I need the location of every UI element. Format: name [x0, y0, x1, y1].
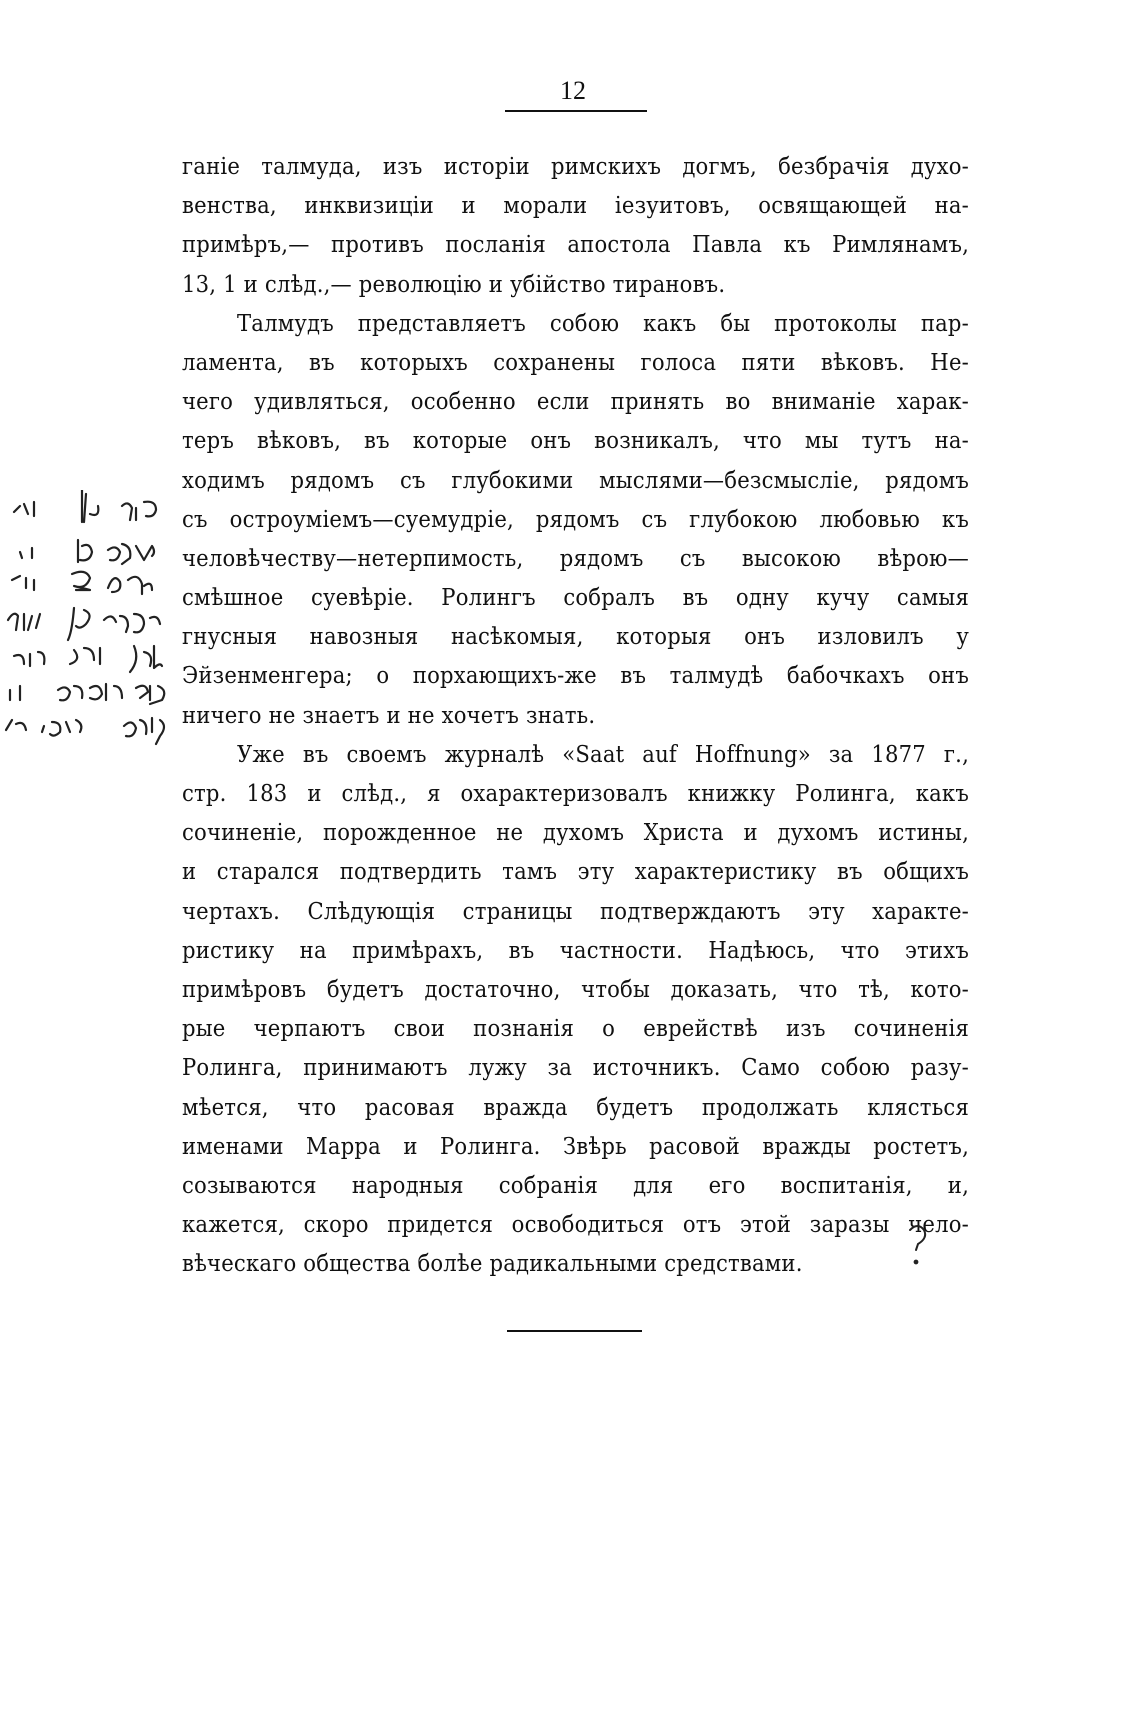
text-line: Эйзенменгера; о порхающихъ-же въ талмудѣ бабочкахъ онъ [182, 661, 969, 690]
text-line: человѣчеству—нетерпимость, рядомъ съ высокою вѣрою— [182, 543, 969, 572]
text-line: ходимъ рядомъ съ глубокими мыслями—безсмысліе, рядомъ [182, 465, 969, 494]
text-line: Ролинга, принимаютъ лужу за источникъ. Само собою разу- [182, 1053, 969, 1082]
end-rule [507, 1330, 642, 1332]
text-line: съ остроуміемъ—суемудріе, рядомъ съ глубокою любовью къ [182, 504, 969, 533]
page-number-rule [505, 110, 647, 112]
page-number: 12 [560, 76, 586, 105]
text-line: примѣръ,— противъ посланія апостола Павла къ Римлянамъ, [182, 230, 969, 259]
text-line: чертахъ. Слѣдующія страницы подтверждаютъ эту характе- [182, 896, 969, 925]
text-line: 13, 1 и слѣд.,— революцію и убійство тирановъ. [182, 269, 726, 298]
text-line: ламента, въ которыхъ сохранены голоса пяти вѣковъ. Не- [182, 347, 969, 376]
text-line: ганіе талмуда, изъ исторіи римскихъ догмъ, безбрачія духо- [182, 152, 969, 180]
text-line: и старался подтвердить тамъ эту характеристику въ общихъ [182, 857, 969, 886]
text-line: мѣется, что расовая вражда будетъ продолжать клясться [182, 1092, 969, 1121]
text-line: венства, инквизиціи и морали іезуитовъ, освящающей на- [182, 191, 969, 220]
body-text [182, 147, 969, 1283]
text-line: рые черпаютъ свои познанія о еврействѣ изъ сочиненія [182, 1014, 969, 1043]
text-line: теръ вѣковъ, въ которые онъ возникалъ, что мы тутъ на- [182, 426, 969, 455]
text-line: смѣшное суевѣріе. Ролингъ собралъ въ одну кучу самыя [182, 583, 969, 612]
text-line: стр. 183 и слѣд., я охарактеризовалъ книжку Ролинга, какъ [182, 779, 969, 807]
text-line: Уже въ своемъ журналѣ «Saat auf Hoffnung» за 1877 г., [237, 739, 969, 768]
text-line: Талмудъ представляетъ собою какъ бы протоколы пар- [237, 308, 969, 337]
text-line: кажется, скоро придется освободиться отъ этой заразы чело- [182, 1210, 969, 1239]
text-line: примѣровъ будетъ достаточно, чтобы доказать, что тѣ, кото- [182, 974, 969, 1003]
handwritten-margin-note [4, 490, 180, 790]
text-line: гнусныя навозныя насѣкомыя, которыя онъ изловилъ у [182, 622, 969, 651]
text-line: сочиненіе, порожденное не духомъ Христа и духомъ истины, [182, 818, 969, 847]
text-line: ристику на примѣрахъ, въ частности. Надѣюсь, что этихъ [182, 935, 969, 964]
handwritten-query-mark [906, 1222, 932, 1270]
text-line: ничего не знаетъ и не хочетъ знать. [182, 700, 596, 729]
text-line: вѣческаго общества болѣе радикальными средствами. [182, 1249, 803, 1278]
text-line: чего удивляться, особенно если принять во вниманіе харак- [182, 387, 969, 416]
text-line: именами Марра и Ролинга. Звѣрь расовой вражды ростетъ, [182, 1131, 969, 1160]
text-line: созываются народныя собранія для его воспитанія, и, [182, 1170, 969, 1199]
